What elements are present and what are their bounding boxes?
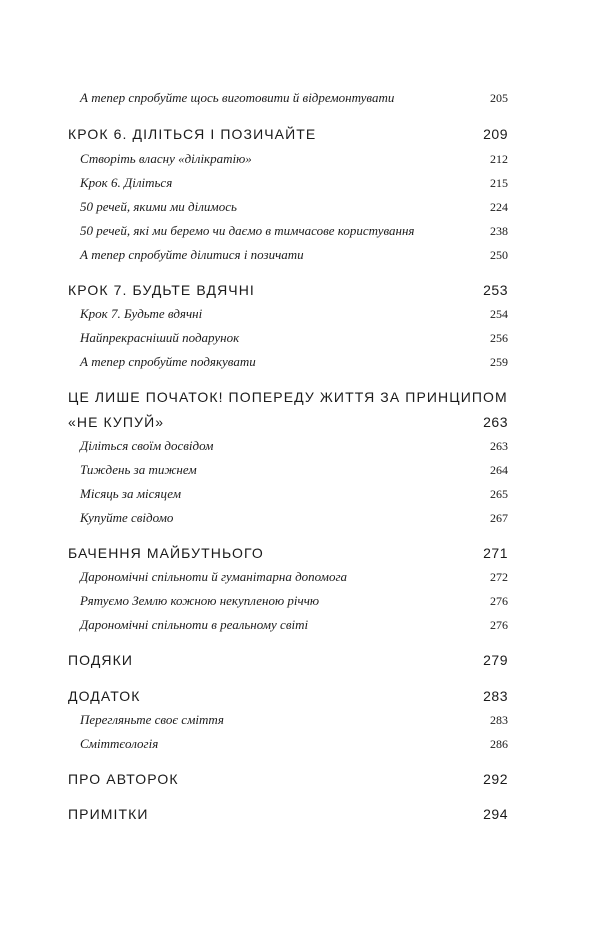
toc-chapter bbox=[68, 806, 508, 822]
toc-entry bbox=[80, 90, 508, 106]
toc-entry bbox=[80, 199, 508, 215]
toc-entry-page: 224 bbox=[490, 200, 508, 214]
toc-chapter-title: ПОДЯКИ bbox=[68, 652, 134, 668]
toc-chapter-page: 209 bbox=[483, 126, 508, 142]
toc-chapter-title: ПРО АВТОРОК bbox=[68, 771, 179, 787]
toc-chapter bbox=[68, 126, 508, 142]
toc-chapter bbox=[68, 414, 508, 430]
toc-chapter-title: КРОК 7. БУДЬТЕ ВДЯЧНІ bbox=[68, 282, 255, 298]
toc-entry-page: 264 bbox=[490, 463, 508, 477]
toc-chapter bbox=[68, 771, 508, 787]
toc-entry-title: Крок 7. Будьте вдячні bbox=[80, 306, 203, 321]
toc-entry bbox=[80, 486, 508, 502]
toc-entry-page: 238 bbox=[490, 224, 508, 238]
toc-entry-title: Купуйте свідомо bbox=[80, 510, 174, 525]
toc-entry-title: Діліться своїм досвідом bbox=[80, 438, 214, 453]
toc-entry-title: Створіть власну «ділікратію» bbox=[80, 151, 252, 166]
toc-entry bbox=[80, 617, 508, 633]
toc-chapter-title: ДОДАТОК bbox=[68, 688, 141, 704]
toc-chapter bbox=[68, 282, 508, 298]
toc-entry bbox=[80, 462, 508, 478]
toc-chapter bbox=[68, 389, 508, 405]
toc-entry bbox=[80, 438, 508, 454]
toc-entry bbox=[80, 247, 508, 263]
toc-chapter-title: ЦЕ ЛИШЕ ПОЧАТОК! ПОПЕРЕДУ ЖИТТЯ ЗА ПРИНЦИПОМ bbox=[68, 389, 508, 405]
toc-entry bbox=[80, 712, 508, 728]
toc-entry-title: Сміттєологія bbox=[80, 736, 159, 751]
toc-chapter-title: ПРИМІТКИ bbox=[68, 806, 149, 822]
toc-entry bbox=[80, 569, 508, 585]
toc-entry-title: А тепер спробуйте подякувати bbox=[80, 354, 256, 369]
toc-entry-page: 205 bbox=[490, 91, 508, 105]
toc-entry bbox=[80, 151, 508, 167]
toc-entry-page: 276 bbox=[490, 618, 508, 632]
toc-entry bbox=[80, 306, 508, 322]
toc-entry bbox=[80, 593, 508, 609]
toc-entry-title: А тепер спробуйте щось виготовити й відремонтувати bbox=[80, 90, 395, 105]
toc-chapter-page: 271 bbox=[483, 545, 508, 561]
toc-entry-page: 283 bbox=[490, 713, 508, 727]
toc-entry bbox=[80, 330, 508, 346]
toc-entry-page: 215 bbox=[490, 176, 508, 190]
toc-entry-page: 256 bbox=[490, 331, 508, 345]
toc-entry-title: Найпрекрасніший подарунок bbox=[80, 330, 240, 345]
toc-entry bbox=[80, 736, 508, 752]
toc-entry-page: 276 bbox=[490, 594, 508, 608]
toc-entry-title: 50 речей, які ми беремо чи даємо в тимчасове користування bbox=[80, 223, 415, 238]
toc-chapter bbox=[68, 652, 508, 668]
toc-chapter-page: 292 bbox=[483, 771, 508, 787]
toc-entry bbox=[80, 223, 508, 239]
toc-chapter-title: БАЧЕННЯ МАЙБУТНЬОГО bbox=[68, 545, 264, 561]
toc-entry-title: Тиждень за тижнем bbox=[80, 462, 197, 477]
toc-entry-title: А тепер спробуйте ділитися і позичати bbox=[80, 247, 304, 262]
toc-entry-title: Перегляньте своє сміття bbox=[80, 712, 224, 727]
toc-chapter-page: 294 bbox=[483, 806, 508, 822]
toc-entry-title: Місяць за місяцем bbox=[80, 486, 182, 501]
toc-entry-page: 259 bbox=[490, 355, 508, 369]
toc-entry-page: 254 bbox=[490, 307, 508, 321]
toc-chapter bbox=[68, 545, 508, 561]
toc-chapter-page: 253 bbox=[483, 282, 508, 298]
toc-entry-page: 267 bbox=[490, 511, 508, 525]
toc-chapter-page: 263 bbox=[483, 414, 508, 430]
toc-entry-title: Крок 6. Діліться bbox=[80, 175, 173, 190]
toc-entry-page: 265 bbox=[490, 487, 508, 501]
toc-entry-page: 286 bbox=[490, 737, 508, 751]
toc-entry bbox=[80, 510, 508, 526]
toc-chapter-title: «НЕ КУПУЙ» bbox=[68, 414, 165, 430]
toc-chapter bbox=[68, 688, 508, 704]
toc-chapter-title: КРОК 6. ДІЛІТЬСЯ І ПОЗИЧАЙТЕ bbox=[68, 126, 317, 142]
toc-chapter-page: 283 bbox=[483, 688, 508, 704]
toc-entry-title: Дарономічні спільноти в реальному світі bbox=[80, 617, 309, 632]
toc-entry-title: Рятуємо Землю кожною некупленою річчю bbox=[80, 593, 320, 608]
toc-entry bbox=[80, 354, 508, 370]
toc-entry bbox=[80, 175, 508, 191]
toc-entry-page: 272 bbox=[490, 570, 508, 584]
toc-chapter-page: 279 bbox=[483, 652, 508, 668]
toc-entry-title: Дарономічні спільноти й гуманітарна допомога bbox=[80, 569, 348, 584]
toc-entry-page: 263 bbox=[490, 439, 508, 453]
toc-entry-title: 50 речей, якими ми ділимось bbox=[80, 199, 237, 214]
toc-entry-page: 212 bbox=[490, 152, 508, 166]
toc-entry-page: 250 bbox=[490, 248, 508, 262]
